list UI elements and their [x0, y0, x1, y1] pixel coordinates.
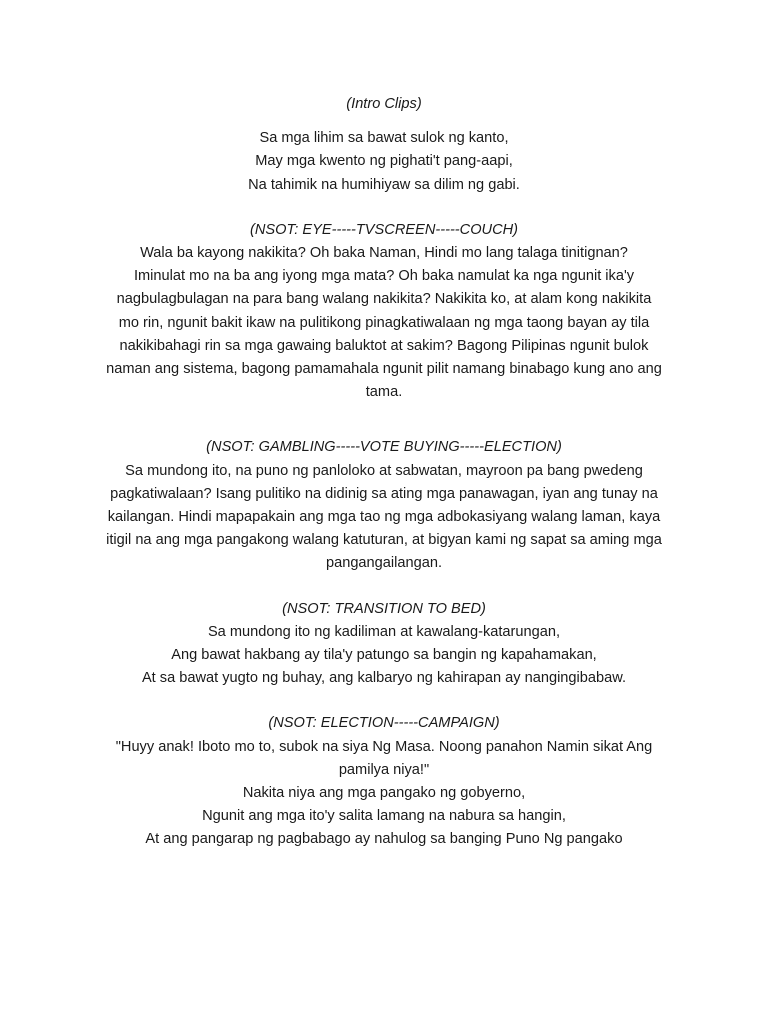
section3-stanza — [80, 621, 688, 691]
intro-stanza — [80, 127, 688, 197]
spacer — [80, 404, 688, 436]
section2-line: itigil na ang mga pangakong walang katuturan, at bigyan kami ng sapat sa aming mga — [106, 532, 662, 549]
section4-heading: (NSOT: ELECTION-----CAMPAIGN) — [268, 715, 500, 732]
section4-line: Nakita niya ang mga pangako ng gobyerno, — [242, 785, 526, 802]
intro-line: Na tahimik na humihiyaw sa dilim ng gabi. — [248, 176, 520, 193]
section2-heading: (NSOT: GAMBLING-----VOTE BUYING-----ELECTION) — [206, 439, 562, 456]
section2-line: Sa mundong ito, na puno ng panloloko at sabwatan, mayroon pa bang pwedeng — [125, 462, 643, 479]
document-body — [80, 93, 688, 852]
section2-line: pangangailangan. — [325, 555, 443, 572]
section1-line: mo rin, ngunit bakit ikaw na pulitikong pinagkatiwalaan ng mga taong bayan ay tila — [118, 314, 650, 331]
section2-line: pagkatiwalaan? Isang pulitiko na didinig sa ating mga panawagan, iyan ang tunay na — [110, 485, 658, 502]
spacer — [80, 690, 688, 712]
intro-line: Sa mga lihim sa bawat sulok ng kanto, — [259, 130, 509, 147]
section4-line: "Huyy anak! Iboto mo to, subok na siya Ng Masa. Noong panahon Namin sikat Ang — [115, 738, 653, 755]
intro-line: May mga kwento ng pighati't pang-aapi, — [255, 153, 513, 170]
section2-line: kailangan. Hindi mapapakain ang mga tao ng mga adbokasiyang walang laman, kaya — [107, 509, 661, 526]
section1-line: nagbulagbulagan na para bang walang nakikita? Nakikita ko, at alam kong nakikita — [116, 291, 652, 308]
section1-heading: (NSOT: EYE-----TVSCREEN-----COUCH) — [249, 221, 519, 238]
intro-heading: (Intro Clips) — [346, 96, 422, 112]
section1-line: naman ang sistema, bagong pamamahala ngunit pilit namang binabago kung ano ang — [106, 361, 662, 378]
section1-paragraph — [80, 242, 688, 404]
section1-line: Wala ba kayong nakikita? Oh baka Naman, Hindi mo lang talaga tinitignan? — [140, 245, 628, 262]
section2-paragraph — [80, 460, 688, 576]
section3-line: Sa mundong ito ng kadiliman at kawalang-katarungan, — [207, 623, 561, 640]
spacer — [80, 116, 688, 127]
section4-stanza — [80, 736, 688, 852]
section1-line: nakikibahagi rin sa mga gawaing baluktot at sakim? Bagong Pilipinas ngunit bulok — [119, 337, 649, 354]
section3-heading: (NSOT: TRANSITION TO BED) — [282, 600, 486, 617]
section4-line: pamilya niya!" — [338, 761, 430, 778]
section4-line: Ngunit ang mga ito'y salita lamang na nabura sa hangin, — [202, 808, 566, 825]
section3-line: Ang bawat hakbang ay tila'y patungo sa bangin ng kapahamakan, — [171, 647, 597, 664]
section1-line: Iminulat mo na ba ang iyong mga mata? Oh baka namulat ka nga ngunit ika'y — [133, 268, 635, 285]
spacer — [80, 576, 688, 598]
section1-line: tama. — [365, 384, 403, 401]
section3-line: At sa bawat yugto ng buhay, ang kalbaryo ng kahirapan ay nangingibabaw. — [141, 670, 627, 687]
spacer — [80, 197, 688, 219]
section4-line: At ang pangarap ng pagbabago ay nahulog sa banging Puno Ng pangako — [145, 831, 623, 848]
